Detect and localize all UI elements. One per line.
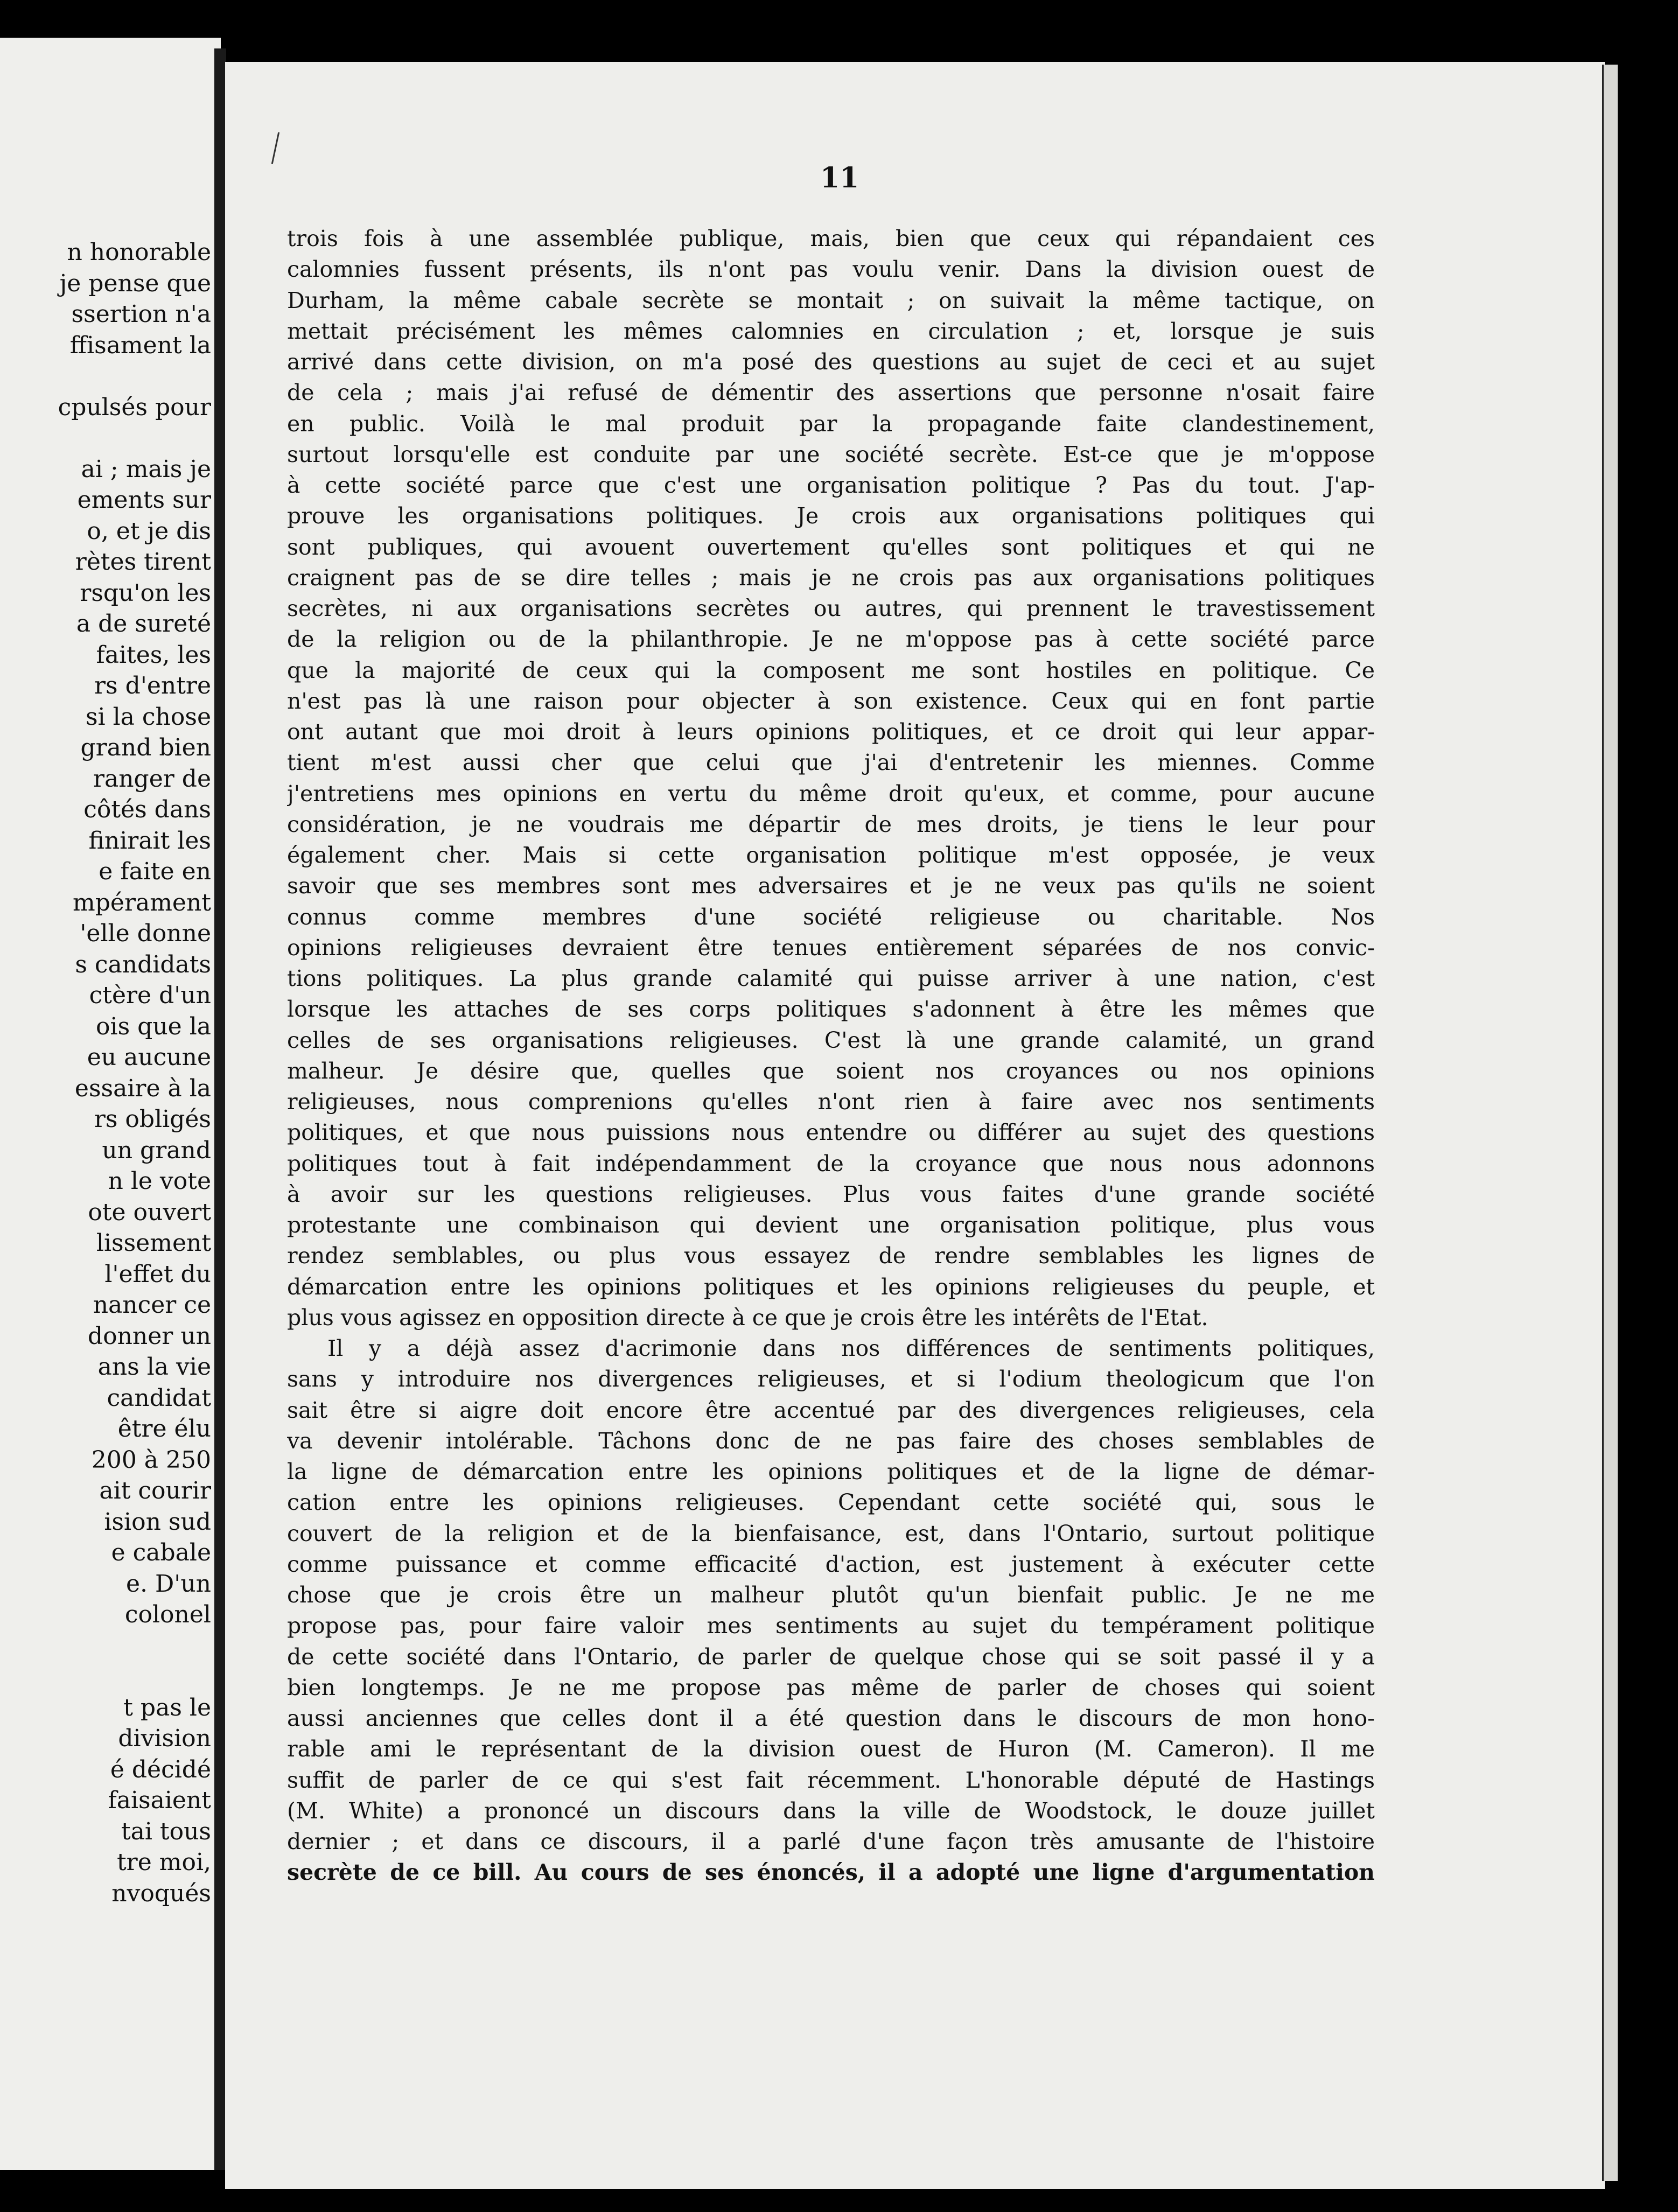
text-line: arrivé dans cette division, on m'a posé des questions au sujet de ceci et au sujet xyxy=(287,349,1375,375)
left-text-line: grand bien xyxy=(80,734,211,761)
text-line: de cela ; mais j'ai refusé de démentir des assertions que personne n'osait faire xyxy=(287,380,1375,406)
text-line: bien longtemps. Je ne me propose pas même de parler de choses qui soient xyxy=(287,1674,1375,1700)
text-line: religieuses, nous comprenions qu'elles n'ont rien à faire avec nos sentiments xyxy=(287,1089,1375,1115)
text-line: démarcation entre les opinions politiques et les opinions religieuses du peuple, et xyxy=(287,1273,1375,1300)
text-line: aussi anciennes que celles dont il a été question dans le discours de mon hono- xyxy=(287,1705,1375,1731)
left-text-line xyxy=(0,423,211,454)
body-text xyxy=(287,223,1375,1888)
left-text-line: e. D'un xyxy=(125,1570,211,1598)
left-text-line: ctère d'un xyxy=(89,982,211,1009)
left-text-line: s candidats xyxy=(75,950,211,978)
text-line: plus vous agissez en opposition directe à ce que je crois être les intérêts de l'Etat. xyxy=(287,1304,1208,1331)
page-number: 11 xyxy=(820,162,859,194)
left-text-line: tre moi, xyxy=(116,1849,211,1876)
left-text-line: e faite en xyxy=(99,858,211,885)
left-text-line: lissement xyxy=(96,1229,211,1257)
text-line: trois fois à une assemblée publique, mais, bien que ceux qui répandaient ces xyxy=(287,226,1375,251)
left-text-line: n honorable xyxy=(67,239,211,266)
text-line: dernier ; et dans ce discours, il a parlé d'une façon très amusante de l'histoire xyxy=(287,1829,1375,1854)
page-gutter xyxy=(214,48,226,2170)
text-line: surtout lorsqu'elle est conduite par une société secrète. Est-ce que je m'oppose xyxy=(287,441,1375,467)
left-text-line: ai ; mais je xyxy=(81,455,211,483)
text-line: lorsque les attaches de ses corps politiques s'adonnent à être les mêmes que xyxy=(287,996,1375,1023)
text-line: secrète de ce bill. Au cours de ses énoncés, il a adopté une ligne d'argumentation xyxy=(287,1859,1375,1886)
left-text-line: ffisament la xyxy=(69,331,211,359)
left-text-line: essaire à la xyxy=(74,1074,211,1102)
left-text-line: ans la vie xyxy=(97,1353,211,1381)
left-text-line: si la chose xyxy=(85,703,211,731)
left-text-line xyxy=(0,361,211,392)
text-line: connus comme membres d'une société religieuse ou charitable. Nos xyxy=(287,904,1375,930)
text-line: cation entre les opinions religieuses. Cependant cette société qui, sous le xyxy=(287,1489,1375,1516)
text-line: n'est pas là une raison pour objecter à son existence. Ceux qui en font partie xyxy=(287,688,1375,714)
left-text-line: je pense que xyxy=(59,269,211,297)
text-line: celles de ses organisations religieuses. C'est là une grande calamité, un grand xyxy=(287,1027,1375,1053)
text-line: à cette société parce que c'est une organisation politique ? Pas du tout. J'ap- xyxy=(287,472,1375,498)
left-text-line: rètes tirent xyxy=(75,548,211,576)
left-text-line: rs d'entre xyxy=(94,672,211,699)
text-line: comme puissance et comme efficacité d'action, est justement à exécuter cette xyxy=(287,1551,1375,1577)
left-text-line: faites, les xyxy=(96,641,211,669)
left-text-line: mpérament xyxy=(73,888,211,916)
text-line: protestante une combinaison qui devient une organisation politique, plus vous xyxy=(287,1212,1375,1238)
left-text-line: o, et je dis xyxy=(87,517,211,545)
text-line: rendez semblables, ou plus vous essayez de rendre semblables les lignes de xyxy=(287,1243,1375,1269)
left-text-line: ssertion n'a xyxy=(71,300,211,328)
scan-mark xyxy=(271,132,279,164)
text-line: sans y introduire nos divergences religieuses, et si l'odium theologicum que l'on xyxy=(287,1366,1375,1392)
text-line: mettait précisément les mêmes calomnies en circulation ; et, lorsque je suis xyxy=(287,318,1375,344)
text-line: prouve les organisations politiques. Je crois aux organisations politiques qui xyxy=(287,503,1375,529)
text-line: craignent pas de se dire telles ; mais je ne crois pas aux organisations politiques xyxy=(287,564,1375,591)
left-text-line: é décidé xyxy=(110,1755,211,1783)
left-text-line: nancer ce xyxy=(93,1291,211,1319)
text-line: va devenir intolérable. Tâchons donc de ne pas faire des choses semblables de xyxy=(287,1427,1375,1454)
text-line: j'entretiens mes opinions en vertu du même droit qu'eux, et comme, pour aucune xyxy=(287,780,1375,807)
main-page xyxy=(225,62,1605,2189)
left-text-line: rs obligés xyxy=(94,1105,211,1133)
text-line: malheur. Je désire que, quelles que soient nos croyances ou nos opinions xyxy=(287,1058,1375,1084)
left-text-line xyxy=(0,1630,211,1662)
text-line: sait être si aigre doit encore être accentué par des divergences religieuses, cela xyxy=(287,1397,1375,1423)
left-text-line: ision sud xyxy=(104,1508,211,1536)
left-text-line: ements sur xyxy=(77,486,211,514)
text-line: (M. White) a prononcé un discours dans la ville de Woodstock, le douze juillet xyxy=(287,1797,1375,1824)
left-text-line: donner un xyxy=(87,1322,211,1350)
text-line: calomnies fussent présents, ils n'ont pas voulu venir. Dans la division ouest de xyxy=(287,256,1375,283)
left-text-line: candidat xyxy=(107,1384,211,1412)
left-text-line xyxy=(0,1661,211,1692)
text-line: secrètes, ni aux organisations secrètes ou autres, qui prennent le travestissement xyxy=(287,596,1375,621)
left-text-line: eu aucune xyxy=(87,1044,211,1071)
text-line: suffit de parler de ce qui s'est fait récemment. L'honorable député de Hastings xyxy=(287,1767,1375,1793)
text-line: la ligne de démarcation entre les opinions politiques et de la ligne de démar- xyxy=(287,1459,1375,1485)
text-line: Il y a déjà assez d'acrimonie dans nos différences de sentiments politiques, xyxy=(327,1335,1375,1361)
left-text-line: rsqu'on les xyxy=(80,579,211,607)
text-line: de la religion ou de la philanthropie. Je ne m'oppose pas à cette société parce xyxy=(287,626,1375,653)
text-line: propose pas, pour faire valoir mes sentiments au sujet du tempérament politique xyxy=(287,1613,1375,1639)
text-line: que la majorité de ceux qui la composent me sont hostiles en politique. Ce xyxy=(287,657,1375,683)
text-line: en public. Voilà le mal produit par la propagande faite clandestinement, xyxy=(287,410,1375,437)
text-line: politiques tout à fait indépendamment de la croyance que nous nous adonnons xyxy=(287,1150,1375,1177)
left-text-line: a de sureté xyxy=(76,610,211,638)
text-line: également cher. Mais si cette organisation politique m'est opposée, je veux xyxy=(287,842,1375,868)
left-text-line: côtés dans xyxy=(83,796,211,823)
text-line: de cette société dans l'Ontario, de parler de quelque chose qui se soit passé il y a xyxy=(287,1643,1375,1670)
left-text-line: ranger de xyxy=(93,765,211,793)
text-line: opinions religieuses devraient être tenues entièrement séparées de nos convic- xyxy=(287,934,1375,961)
left-page-text xyxy=(0,237,211,1909)
left-text-line: ait courir xyxy=(99,1477,211,1504)
left-text-line: être élu xyxy=(117,1415,211,1443)
left-text-line: t pas le xyxy=(123,1693,211,1721)
page-edge xyxy=(1602,65,1618,2181)
left-text-line: l'effet du xyxy=(104,1260,211,1288)
text-line: tient m'est aussi cher que celui que j'ai d'entretenir les miennes. Comme xyxy=(287,750,1375,776)
text-line: considération, je ne voudrais me départir de mes droits, je tiens le leur pour xyxy=(287,811,1375,837)
left-text-line: e cabale xyxy=(111,1539,211,1566)
left-text-line: nvoqués xyxy=(111,1879,211,1907)
text-line: savoir que ses membres sont mes adversaires et je ne veux pas qu'ils ne soient xyxy=(287,873,1375,899)
text-line: couvert de la religion et de la bienfaisance, est, dans l'Ontario, surtout politique xyxy=(287,1520,1375,1546)
text-line: tions politiques. La plus grande calamité qui puisse arriver à une nation, c'est xyxy=(287,965,1375,991)
text-line: rable ami le représentant de la division ouest de Huron (M. Cameron). Il me xyxy=(287,1736,1375,1762)
left-text-line: division xyxy=(118,1725,211,1752)
left-text-line: finirait les xyxy=(88,827,211,855)
left-text-line: ois que la xyxy=(96,1012,211,1040)
left-text-line: n le vote xyxy=(108,1167,211,1195)
left-text-line: tai tous xyxy=(121,1817,211,1845)
text-line: Durham, la même cabale secrète se montait ; on suivait la même tactique, on xyxy=(287,287,1375,313)
left-text-line: 200 à 250 xyxy=(91,1446,211,1474)
text-line: chose que je crois être un malheur plutôt qu'un bienfait public. Je ne me xyxy=(287,1582,1375,1608)
text-line: sont publiques, qui avouent ouvertement qu'elles sont politiques et qui ne xyxy=(287,534,1375,560)
left-text-line: un grand xyxy=(102,1136,211,1164)
left-text-line: colonel xyxy=(124,1601,211,1628)
left-text-line: cpulsés pour xyxy=(58,393,211,421)
text-line: ont autant que moi droit à leurs opinions politiques, et ce droit qui leur appar- xyxy=(287,719,1375,745)
text-line: à avoir sur les questions religieuses. Plus vous faites d'une grande société xyxy=(287,1181,1375,1207)
left-facing-page xyxy=(0,38,221,2170)
left-text-line: faisaient xyxy=(108,1787,211,1814)
left-text-line: ote ouvert xyxy=(88,1198,211,1226)
left-text-line: 'elle donne xyxy=(80,920,211,947)
text-line: politiques, et que nous puissions nous entendre ou différer au sujet des questions xyxy=(287,1119,1375,1146)
